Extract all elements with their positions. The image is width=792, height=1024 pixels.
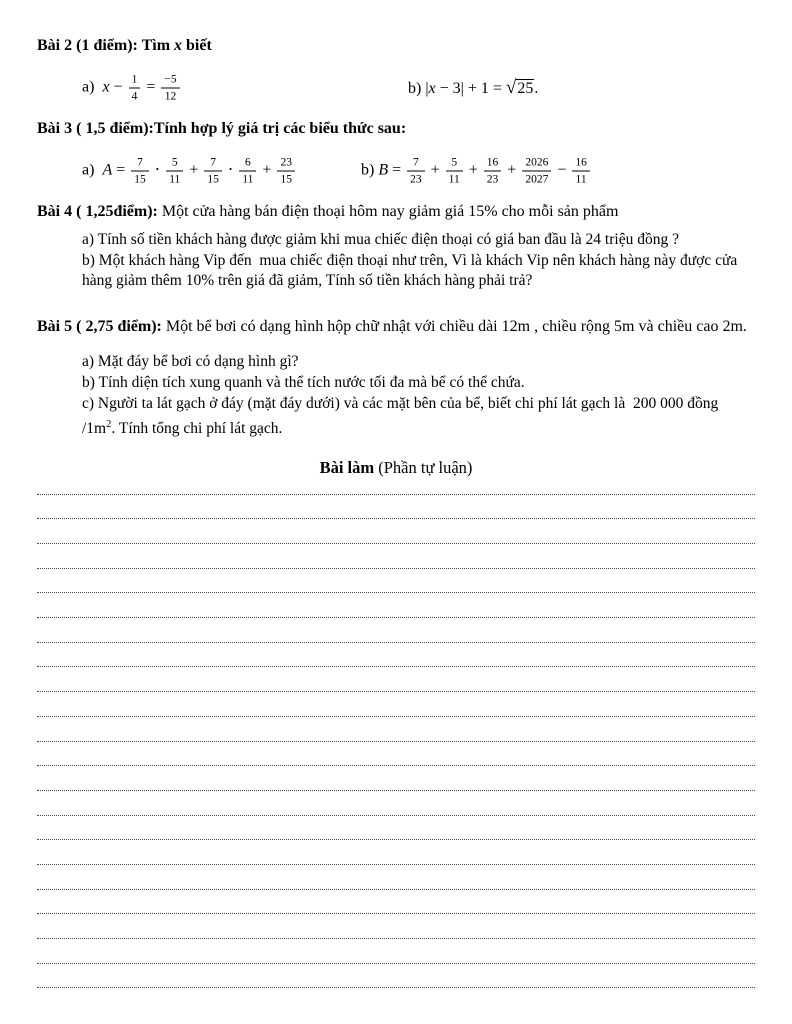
answer-line [37,964,755,989]
answer-line [37,840,755,865]
fraction: $\frac{7}{23}$ [407,156,425,187]
text-run: Một cửa hàng bán điện thoại hôm nay giảm giá 15% cho mỗi sản phẩm [157,203,619,220]
text-run: . [534,80,539,97]
answer-line [37,667,755,692]
text-run: a) Tính số tiền khách hàng được giảm khi mua chiếc điện thoại có giá ban đầu là 24 triệu đồng ? [82,231,679,248]
problem-4-item-b [82,251,742,292]
problem-3-heading [37,119,755,138]
answer-lines [37,482,755,989]
answer-line [37,618,755,643]
fraction: $\frac{2026}{2027}$ [522,156,551,187]
fraction: $\frac{5}{11}$ [166,156,183,187]
problem-5-sub-questions [82,351,742,439]
fraction: $\frac{1}{4}$ [129,73,141,104]
problem-4-item-a [82,230,742,251]
problem-5-item-b [82,372,742,393]
text-run: − [553,161,571,179]
text-run: x [102,78,110,96]
problem-4-heading [37,202,755,221]
answer-line [37,692,755,717]
text-run: x [174,37,183,54]
text-run: a) [82,78,103,96]
text-run: + [464,161,482,179]
answer-line [37,544,755,569]
text-run: B [378,161,389,179]
text-run: + [185,161,203,179]
text-run: b) [361,161,379,179]
text-run: (Phần tự luận) [374,457,473,477]
answer-line [37,791,755,816]
text-run: Một bể bơi có dạng hình hộp chữ nhật với chiều dài 12m , chiều rộng 5m và chiều cao 2m. [161,317,747,335]
text-run: + [426,161,444,179]
text-run: ⋅ [150,161,165,179]
text-run: biết [182,37,212,54]
problem-3-formula-row [37,148,755,194]
text-run: c) Người ta lát gạch ở đáy (mặt đáy dưới) và các mặt bên của bể, biết chi phí lát gạch là 200 000 đồng /1m [82,394,723,437]
answer-line [37,766,755,791]
fraction: $\frac{5}{11}$ [446,156,463,187]
answer-line [37,643,755,668]
answer-line [37,717,755,742]
square-root: √25 [505,77,534,98]
answer-line [37,519,755,544]
text-run: Bài 4 ( 1,25điểm): [37,203,158,220]
text-run: b) Tính diện tích xung quanh và thể tích nước tối đa mà bể có thể chứa. [82,373,525,391]
fraction: $\frac{7}{15}$ [131,156,149,187]
problem-5-item-a [82,351,742,372]
problem-5-item-c [82,393,742,439]
text-run: Bài 2 (1 điểm): Tìm [37,37,175,54]
answer-line [37,914,755,939]
problem-3-part-a-formula [82,156,297,187]
problem-2-part-a-formula [82,73,182,104]
problem-4-sub-questions [82,230,742,292]
fraction: $\frac{23}{15}$ [277,156,295,187]
answer-line [37,495,755,520]
text-run: Bài 3 ( 1,5 điểm):Tính hợp lý giá trị các biểu thức sau: [37,120,407,137]
problem-3-part-b-formula [361,156,592,187]
fraction: $\frac{6}{11}$ [239,156,256,187]
text-run: A [102,161,113,179]
text-run: = [142,78,160,96]
text-run: b) Một khách hàng Vip đến mua chiếc điện thoại như trên, Vì là khách Vip nên khách hàng này được cửa hàng giảm thêm 10% trên giá đã giảm, Tính số tiền khách hàng phải trả? [82,251,742,289]
answer-line [37,742,755,767]
answer-line [37,482,755,495]
text-run: = [112,161,130,179]
fraction: $\frac{-5}{12}$ [161,73,179,104]
text-run: − 3| + 1 = [435,80,506,97]
answer-line [37,593,755,618]
answer-line [37,569,755,594]
superscript: 2 [106,418,112,430]
text-run: Bài 5 ( 2,75 điểm): [37,317,162,335]
answer-line [37,890,755,915]
answer-line [37,939,755,964]
text-run: − [109,78,127,96]
problem-2-formula-row [37,65,755,111]
answer-section-title [37,458,755,478]
text-run: b) | [408,80,429,97]
text-run: a) [82,161,103,179]
problem-2-part-b-formula [408,77,538,99]
text-run: + [503,161,521,179]
fraction: $\frac{16}{23}$ [484,156,502,187]
text-run: + [258,161,276,179]
text-run: x [428,80,436,97]
answer-line [37,865,755,890]
text-run: . Tính tổng chi phí lát gạch. [111,419,283,437]
text-run: Bài làm [319,457,375,477]
problem-2-heading [37,36,755,55]
text-run: = [388,161,406,179]
fraction: $\frac{7}{15}$ [204,156,222,187]
problem-5-heading [37,316,755,338]
text-run: ⋅ [223,161,238,179]
text-run: a) Mặt đáy bể bơi có dạng hình gì? [82,352,299,370]
fraction: $\frac{16}{11}$ [572,156,590,187]
answer-line [37,816,755,841]
